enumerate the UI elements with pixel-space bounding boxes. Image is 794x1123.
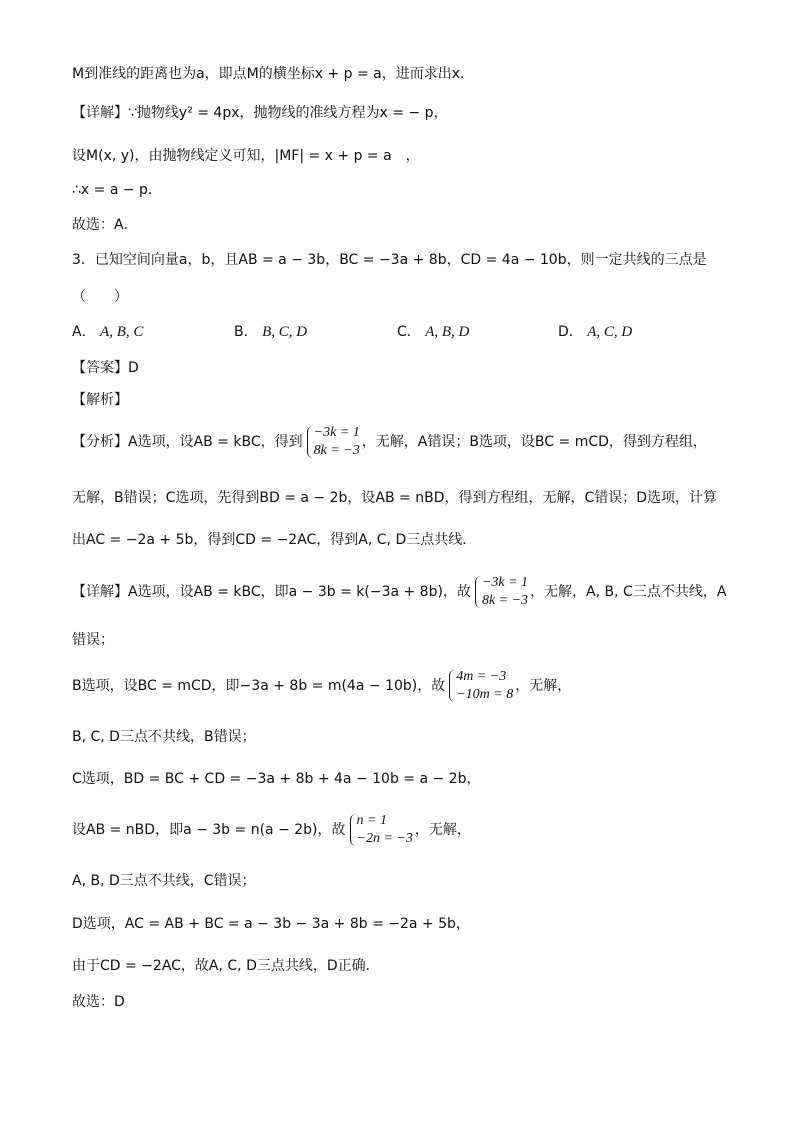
equation-row: n = 1 <box>356 813 387 828</box>
equation-row: 8k = −3 <box>481 593 529 608</box>
equation-system-b <box>447 668 513 704</box>
option-b <box>234 322 307 342</box>
intro-detail-line <box>72 103 448 123</box>
detail-c3: ，无解， <box>414 822 471 838</box>
analysis-p1a: A选项，设AB = kBC，得到 <box>128 434 303 450</box>
intro-line-4: ∴x = a − p． <box>72 182 162 198</box>
detail-a2: ，无解，A, B, C三点不共线，A <box>530 584 727 600</box>
analysis-label: 【分析】 <box>72 434 128 450</box>
option-a <box>72 322 143 342</box>
intro-answer: 故选：A． <box>72 217 138 233</box>
question-stem: 3．已知空间向量a，b，且AB = a − 3b，BC = −3a + 8b，CD = 4a − 10b，则一定共线的三点是 <box>72 252 707 268</box>
analysis-line-2: 无解，B错误；C选项，先得到BD = a − 2b，设AB = nBD，得到方程组，无解，C错误；D选项，计算 <box>72 490 718 506</box>
equation-system-1 <box>305 424 360 460</box>
option-a-text: A, B, C <box>100 324 144 340</box>
answer-value: D <box>128 360 139 376</box>
equation-row: 8k = −3 <box>313 443 360 458</box>
detail-line-c1: C选项，BD = BC + CD = −3a + 8b + 4a − 10b = a − 2b， <box>72 771 481 787</box>
equation-row: −10m = 8 <box>456 687 514 702</box>
intro-line-1: M到准线的距离也为a，即点M的横坐标x + p = a，进而求出x． <box>72 66 475 82</box>
equation-row: 4m = −3 <box>456 669 507 684</box>
answer-label: 【答案】 <box>72 360 128 376</box>
detail-label: 【详解】 <box>72 105 128 121</box>
analysis-p1b: ，无解，A错误；B选项，设BC = mCD，得到方程组， <box>361 434 707 450</box>
option-a-letter: A． <box>72 324 96 340</box>
detail-line-a <box>72 574 726 610</box>
detail-line-b <box>72 668 571 704</box>
question-paren: （ ） <box>72 289 128 305</box>
detail-line-b3: B, C, D三点不共线，B错误； <box>72 729 256 745</box>
equation-system-a <box>473 574 528 610</box>
option-d-text: A, C, D <box>587 324 633 340</box>
detail-b1: B选项，设BC = mCD，即−3a + 8b = m(4a − 10b)，故 <box>72 678 446 694</box>
option-d <box>558 322 632 342</box>
equation-row: −3k = 1 <box>313 425 360 440</box>
detail-text: ∵抛物线y² = 4px，抛物线的准线方程为x = − p， <box>128 105 448 121</box>
detail-b2: ，无解， <box>515 678 572 694</box>
analysis-line-1 <box>72 424 707 460</box>
detail-line-c <box>72 812 471 848</box>
analysis-heading: 【解析】 <box>72 392 128 408</box>
detail-label: 【详解】 <box>72 584 128 600</box>
detail-answer: 故选：D <box>72 994 125 1010</box>
equation-row: −3k = 1 <box>481 575 529 590</box>
option-c-letter: C． <box>397 324 421 340</box>
option-d-letter: D． <box>558 324 583 340</box>
detail-line-a3: 错误； <box>72 632 114 648</box>
intro-line-3: 设M(x, y)，由抛物线定义可知，|MF| = x + p = a ， <box>72 148 420 164</box>
detail-line-d1: D选项，AC = AB + BC = a − 3b − 3a + 8b = −2a + 5b， <box>72 916 470 932</box>
detail-c2: 设AB = nBD，即a − 3b = n(a − 2b)，故 <box>72 822 346 838</box>
equation-system-c <box>348 812 413 848</box>
detail-a1: A选项，设AB = kBC，即a − 3b = k(−3a + 8b)，故 <box>128 584 471 600</box>
detail-line-d2: 由于CD = −2AC，故A, C, D三点共线，D正确． <box>72 958 380 974</box>
option-c <box>397 322 469 342</box>
analysis-line-3: 出AC = −2a + 5b，得到CD = −2AC，得到A, C, D三点共线． <box>72 532 477 548</box>
detail-line-c4: A, B, D三点不共线，C错误； <box>72 873 256 889</box>
option-b-text: B, C, D <box>262 324 308 340</box>
equation-row: −2n = −3 <box>356 831 413 846</box>
option-c-text: A, B, D <box>425 324 470 340</box>
answer-line <box>72 358 139 378</box>
option-b-letter: B． <box>234 324 258 340</box>
